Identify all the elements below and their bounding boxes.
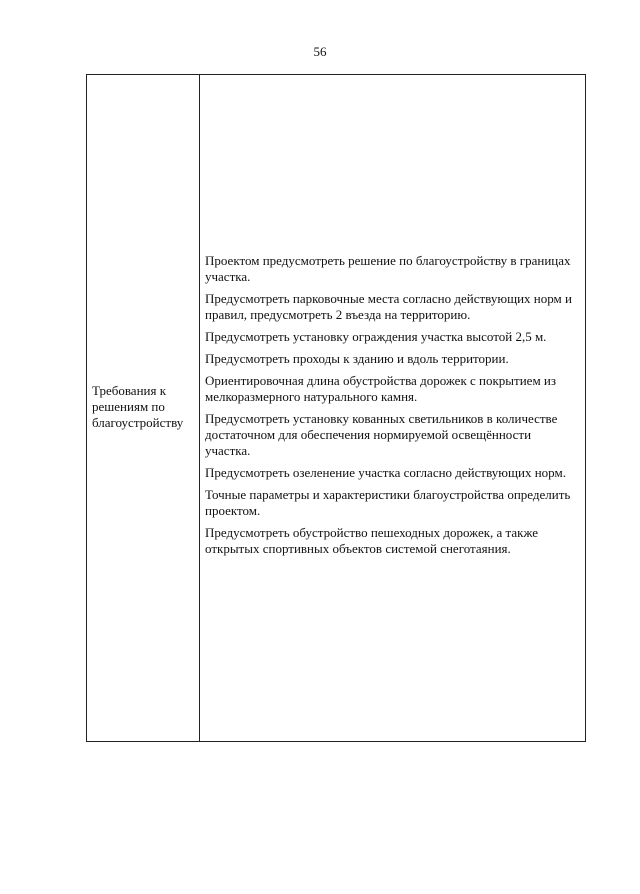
requirements-table [86,74,586,742]
requirement-item: Точные параметры и характеристики благоустройства определить проектом. [205,487,571,518]
requirement-item: Предусмотреть проходы к зданию и вдоль территории. [205,351,509,366]
requirement-item: Проектом предусмотреть решение по благоустройству в границах участка. [205,253,571,284]
requirements-cell [200,75,585,741]
requirement-item: Ориентировочная длина обустройства дорожек с покрытием из мелкоразмерного натурального камня. [205,373,557,404]
requirement-item: Предусмотреть установку ограждения участка высотой 2,5 м. [205,329,547,344]
requirement-item: Предусмотреть обустройство пешеходных дорожек, а также открытых спортивных объектов системой снеготаяния. [205,525,539,556]
requirements-list [205,253,579,563]
row-label: Требования к решениям по благоустройству [92,383,184,430]
requirement-item: Предусмотреть озеленение участка согласно действующих норм. [205,465,566,480]
row-label-cell [87,75,200,741]
page-number: 56 [313,44,327,59]
requirement-item: Предусмотреть парковочные места согласно действующих норм и правил, предусмотреть 2 въезда на территорию. [205,291,572,322]
requirement-item: Предусмотреть установку кованных светильников в количестве достаточном для обеспечения нормируемой освещённости участка. [205,411,558,458]
